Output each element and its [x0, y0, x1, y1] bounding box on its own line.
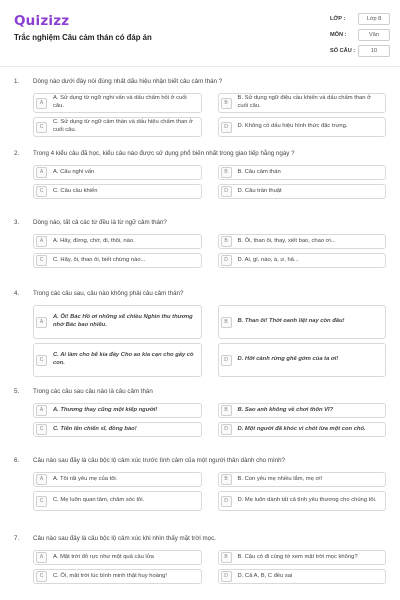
option-c[interactable]	[33, 253, 202, 268]
question-number: 2.	[14, 150, 20, 157]
option-text: A. Mặt trời đỏ rực như một quả cầu lửa	[53, 553, 154, 560]
option-a[interactable]	[33, 472, 202, 487]
option-badge: D	[221, 255, 232, 266]
option-text: A. Hãy, đừng, chớ, đi, thôi, nào.	[53, 237, 135, 244]
option-c[interactable]	[33, 117, 202, 137]
option-badge: B	[221, 98, 232, 109]
option-d[interactable]	[218, 491, 387, 511]
option-badge: A	[36, 474, 47, 485]
option-text: C. Ôi, mặt trời lúc bình minh thật huy hoàng!	[53, 572, 167, 579]
option-a[interactable]	[33, 234, 202, 249]
option-d[interactable]	[218, 569, 387, 584]
question-text: Câu nào sau đây là câu bộc lộ cảm xúc trước tình cảm của một người thân dành cho mình?	[33, 457, 286, 464]
question-1	[14, 78, 386, 150]
option-b[interactable]	[218, 403, 387, 418]
option-text: B. Con yêu mẹ nhiều lắm, mẹ ơi!	[237, 475, 323, 482]
option-badge: A	[36, 405, 47, 416]
option-text: C. Câu cầu khiến	[53, 187, 98, 194]
option-c[interactable]	[33, 343, 202, 377]
option-text: A. Tôi rất yêu mẹ của tôi.	[53, 475, 118, 482]
question-number: 1.	[14, 78, 20, 85]
meta-value: 10	[358, 45, 390, 57]
option-d[interactable]	[218, 184, 387, 199]
meta-label: SỐ CÂU :	[330, 47, 356, 54]
option-text: A. Sử dụng từ ngữ nghi vấn và dấu chấm hỏi ở cuối câu.	[53, 95, 187, 109]
option-badge: D	[221, 186, 232, 197]
option-a[interactable]	[33, 403, 202, 418]
option-c[interactable]	[33, 184, 202, 199]
option-d[interactable]	[218, 343, 387, 377]
option-b[interactable]	[218, 165, 387, 180]
meta-value: Văn	[358, 29, 390, 41]
option-badge: C	[36, 355, 47, 366]
option-badge: A	[36, 98, 47, 109]
option-text: B. Câu cảm thán	[237, 168, 281, 175]
option-text: D. Cả A, B, C đều sai	[237, 572, 293, 579]
option-a[interactable]	[33, 165, 202, 180]
option-d[interactable]	[218, 253, 387, 268]
header	[0, 0, 400, 58]
meta-row-class	[330, 12, 390, 25]
question-number: 3.	[14, 219, 20, 226]
option-badge: B	[221, 474, 232, 485]
option-text: B. Sử dụng ngữ điệu cầu khiến và dấu chấm than ở cuối câu.	[237, 95, 371, 109]
option-badge: D	[221, 496, 232, 507]
option-text: B. Ôi, than ôi, thay, xiết bao, chao ơi...	[237, 237, 336, 244]
option-badge: A	[36, 167, 47, 178]
question-text: Trong các câu sau, câu nào không phải câu cảm thán?	[33, 290, 184, 297]
option-text: D. Ai, gì, nào, à, ư, hả...	[237, 256, 299, 263]
option-badge: B	[221, 236, 232, 247]
question-5	[14, 388, 386, 457]
option-a[interactable]	[33, 550, 202, 565]
option-badge: C	[36, 496, 47, 507]
option-text: D. Hỡi cảnh rừng ghê gớm của ta ơi!	[237, 356, 339, 363]
header-divider	[0, 66, 400, 67]
question-2	[14, 150, 386, 219]
option-c[interactable]	[33, 422, 202, 437]
option-a[interactable]	[33, 305, 202, 339]
option-text: B. Cậu có đi cùng tớ xem mặt trời mọc không?	[237, 553, 358, 560]
option-text: D. Mẹ luôn dành tất cả tình yêu thương cho chúng tôi.	[237, 497, 377, 504]
option-badge: C	[36, 186, 47, 197]
option-text: B. Sao anh không về chơi thôn Vĩ?	[237, 406, 334, 413]
option-text: A. Thương thay cũng một kiếp người!	[53, 406, 158, 413]
option-d[interactable]	[218, 117, 387, 137]
question-4	[14, 290, 386, 388]
option-text: C. Mẹ luôn quan tâm, chăm sóc tôi.	[53, 497, 145, 504]
option-text: A. Ôi! Bác Hồ ơi những xế chiều Nghìn thu thương nhớ Bác bao nhiêu.	[53, 314, 193, 328]
question-number: 7.	[14, 535, 20, 542]
option-badge: C	[36, 571, 47, 582]
meta-info	[330, 12, 390, 60]
question-text: Trong 4 kiểu câu đã học, kiểu câu nào được sử dụng phổ biến nhất trong giao tiếp hằng ngày ?	[33, 150, 295, 157]
question-text: Trong các câu sau câu nào là câu cảm thán	[33, 388, 153, 395]
option-text: D. Một người đã khóc vì chót lừa một con chó.	[237, 425, 366, 432]
option-badge: D	[221, 424, 232, 435]
question-7	[14, 535, 386, 595]
option-text: B. Than ôi! Thời oanh liệt nay còn đâu!	[237, 318, 345, 325]
question-3	[14, 219, 386, 290]
option-b[interactable]	[218, 93, 387, 113]
option-text: C. Tiến lên chiến sĩ, đồng bào!	[53, 425, 137, 432]
option-badge: B	[221, 552, 232, 563]
question-number: 6.	[14, 457, 20, 464]
option-text: D. Câu trần thuật	[237, 187, 282, 194]
option-badge: A	[36, 317, 47, 328]
option-badge: B	[221, 317, 232, 328]
option-text: D. Không có dấu hiệu hình thức đặc trưng.	[237, 123, 348, 130]
option-b[interactable]	[218, 472, 387, 487]
option-badge: D	[221, 122, 232, 133]
option-c[interactable]	[33, 569, 202, 584]
option-text: C. Hãy, ôi, than ôi, biết chừng nào...	[53, 256, 146, 263]
question-list	[0, 78, 400, 595]
option-badge: B	[221, 167, 232, 178]
meta-label: LỚP :	[330, 15, 346, 22]
option-text: C. Sử dụng từ ngữ cảm thán và dấu hiệu chấm than ở cuối câu.	[53, 119, 193, 133]
option-badge: C	[36, 122, 47, 133]
question-number: 4.	[14, 290, 20, 297]
option-a[interactable]	[33, 93, 202, 113]
meta-value: Lớp 8	[358, 13, 390, 25]
option-badge: D	[221, 355, 232, 366]
option-badge: D	[221, 571, 232, 582]
option-badge: C	[36, 424, 47, 435]
question-text: Dòng nào, tất cả các từ đều là từ ngữ cảm thán?	[33, 219, 167, 226]
page-title: Trắc nghiệm Câu cảm thán có đáp án	[14, 33, 152, 42]
meta-row-subject	[330, 28, 390, 41]
option-text: A. Câu nghi vấn	[53, 168, 95, 175]
question-text: Câu nào sau đây là câu bộc lộ cảm xúc khi nhìn thấy mặt trời mọc.	[33, 535, 216, 542]
option-c[interactable]	[33, 491, 202, 511]
question-number: 5.	[14, 388, 20, 395]
option-text: C. Ai làm cho bể kia đầy Cho ao kia cạn cho gầy cò con.	[53, 352, 194, 366]
question-6	[14, 457, 386, 535]
option-b[interactable]	[218, 550, 387, 565]
quizizz-logo: Quizizz	[14, 13, 70, 29]
option-badge: B	[221, 405, 232, 416]
option-badge: C	[36, 255, 47, 266]
option-d[interactable]	[218, 422, 387, 437]
option-badge: A	[36, 552, 47, 563]
option-b[interactable]	[218, 305, 387, 339]
meta-label: MÔN :	[330, 31, 347, 38]
option-badge: A	[36, 236, 47, 247]
meta-row-count	[330, 44, 390, 57]
question-text: Dòng nào dưới đây nói đúng nhất dấu hiệu nhận biết câu cảm thán ?	[33, 78, 223, 85]
option-b[interactable]	[218, 234, 387, 249]
